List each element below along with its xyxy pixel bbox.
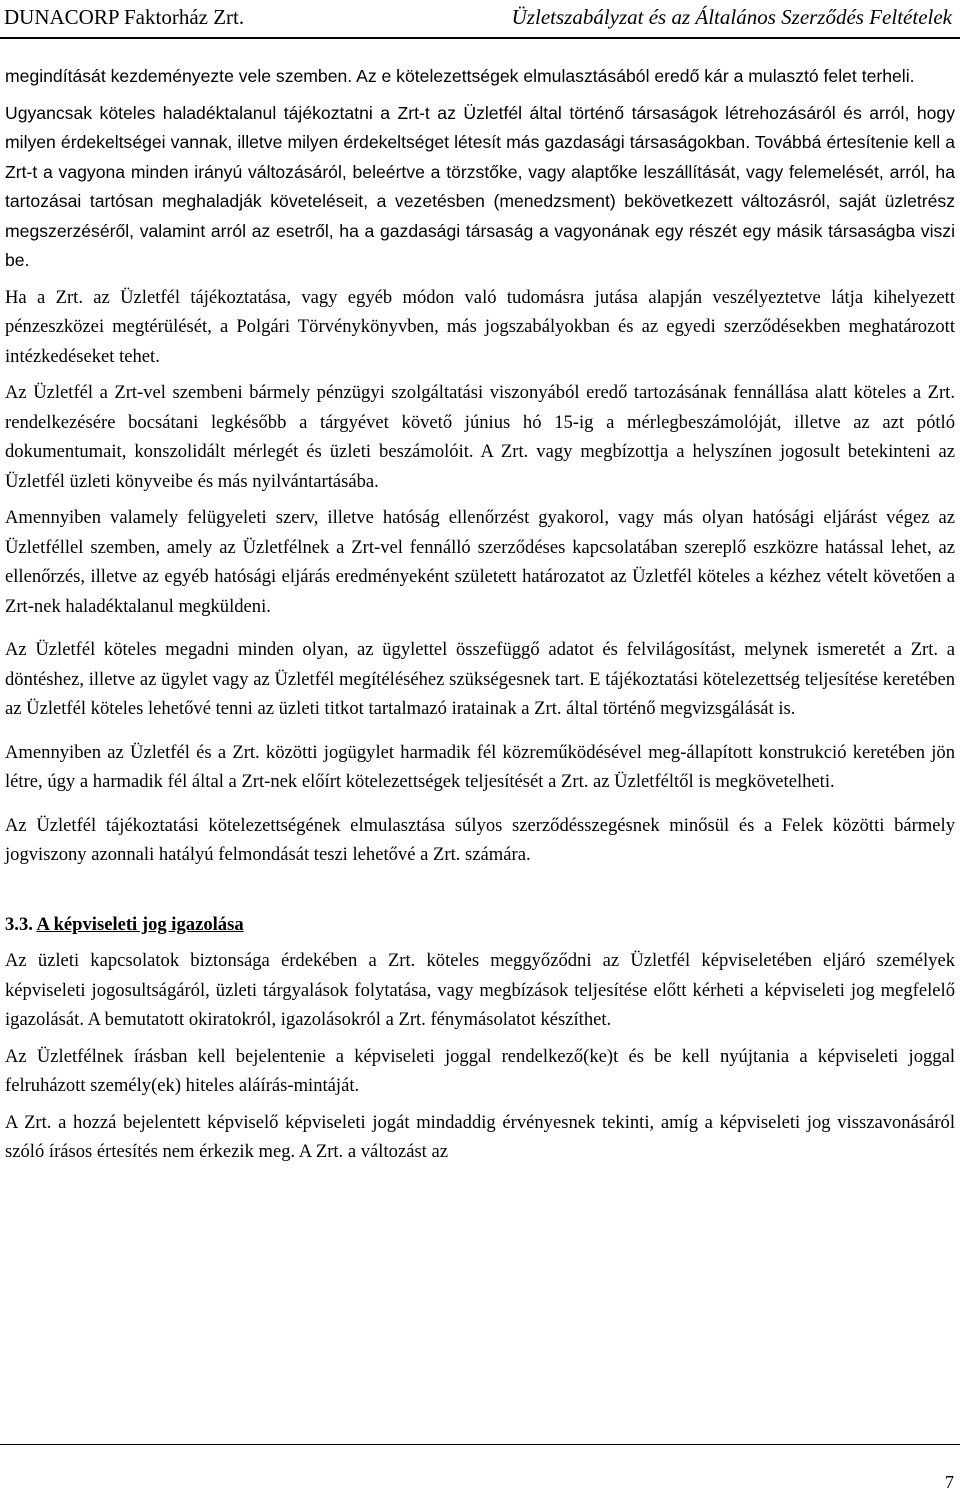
- paragraph-text: Továbbá értesítenie kell a Zrt-t a vagyona minden irányú változásáról, beleértve a törzstőke, vagy alaptőke leszállítását, vagy felemelését, arról, ha tartozásai tartósan meghaladják követeléseit, a vezetésben (menedzsment) bekövetkezett változásról, saját üzletrész megszerzéséről, valamint arról az esetről, ha a gazdasági társaság a vagyonának egy részét egy másik társaságba viszi be.: [5, 132, 955, 270]
- header-document-title: Üzletszabályzat és az Általános Szerződés Feltételek: [511, 5, 952, 29]
- paragraph: Amennyiben az Üzletfél és a Zrt. közötti jogügylet harmadik fél közreműködésével meg-állapított konstrukció keretében jön létre, úgy a harmadik fél által a Zrt-nek előírt kötelezettségek teljesítését a Zrt. az Üzletféltől is megkövetelheti.: [5, 741, 955, 792]
- paragraph: Az Üzletfél a Zrt-vel szembeni bármely pénzügyi szolgáltatási viszonyából eredő tartozásának fennállása alatt köteles a Zrt. rendelkezésére bocsátani legkésőbb a tárgyévet követő június hó 15-ig a mérlegbeszámolóját, illetve az azt pótló dokumentumait, konszolidált mérlegét és üzleti beszámolóit. A Zrt. vagy megbízottja a helyszínen jogosult betekinteni az Üzletfél üzleti könyveibe és más nyilvántartásába.: [5, 382, 955, 492]
- paragraph-text: Ugyancsak köteles haladéktalanul tájékoztatni a Zrt-t az Üzletfél által történő társaságok létrehozásáról és arról, hogy milyen érdekeltségei vannak, illetve milyen érdekeltséget létesít más gazdasági társaságokban.: [5, 102, 955, 152]
- footer-divider: [0, 1444, 960, 1445]
- document-body: [5, 62, 955, 1167]
- section-number: 3.3.: [5, 913, 33, 935]
- paragraph: Az Üzletfél köteles megadni minden olyan, az ügylettel összefüggő adatot és felvilágosítást, melynek ismeretét a Zrt. a döntéshez, illetve az ügylet vagy az Üzletfél megítéléséhez szükségesnek tart. E tájékoztatási kötelezettség teljesítése keretében az Üzletfél köteles lehetővé tenni az üzleti titkot tartalmazó iratainak a Zrt. által történő megvizsgálását is.: [5, 639, 955, 719]
- paragraph: Az üzleti kapcsolatok biztonsága érdekében a Zrt. köteles meggyőződni az Üzletfél képviseletében eljáró személyek képviseleti jogosultságáról, üzleti tárgyalások folytatása, vagy megbízások teljesítése előtt kérheti a képviseleti jog megfelelő igazolását. A bemutatott okiratokról, igazolásokról a Zrt. fénymásolatot készíthet.: [5, 950, 955, 1030]
- paragraph: Az Üzletfélnek írásban kell bejelentenie a képviseleti joggal rendelkező(ke)t és be kell nyújtania a képviseleti joggal felruházott személy(ek) hiteles aláírás-mintáját.: [5, 1045, 955, 1096]
- header-divider: [0, 37, 960, 39]
- paragraph: Ha a Zrt. az Üzletfél tájékoztatása, vagy egyéb módon való tudomásra jutása alapján veszélyeztetve látja kihelyezett pénzeszközei megtérülését, a Polgári Törvénykönyvben, más jogszabályokban és az egyedi szerződésekben meghatározott intézkedéseket tehet.: [5, 286, 955, 367]
- section-title: A képviseleti jog igazolása: [36, 913, 244, 935]
- header-company-name: DUNACORP Faktorház Zrt.: [4, 5, 245, 29]
- paragraph: Amennyiben valamely felügyeleti szerv, illetve hatóság ellenőrzést gyakorol, vagy más olyan hatósági eljárást végez az Üzletféllel szemben, amely az Üzletfélnek a Zrt-vel fennálló szerződéses kapcsolatában szereplő eszközre hatással lehet, az ellenőrzés, illetve az egyéb hatósági eljárás eredményeként született határozatot az Üzletfél köteles a kézhez vételt követően a Zrt-nek haladéktalanul megküldeni.: [5, 507, 955, 617]
- paragraph: [5, 99, 955, 276]
- paragraph: megindítását kezdeményezte vele szemben. Az e kötelezettségek elmulasztásából eredő kár a mulasztó felet terheli.: [5, 66, 915, 86]
- paragraph: A Zrt. a hozzá bejelentett képviselő képviseleti jogát mindaddig érvényesnek tekinti, amíg a képviseleti jog visszavonásáról szóló írásos értesítés nem érkezik meg. A Zrt. a változást az: [5, 1111, 955, 1162]
- paragraph: Az Üzletfél tájékoztatási kötelezettségének elmulasztása súlyos szerződésszegésnek minősül és a Felek közötti bármely jogviszony azonnali hatályú felmondását teszi lehetővé a Zrt. számára.: [5, 814, 955, 865]
- page-number: 7: [945, 1472, 954, 1492]
- section-heading: [5, 910, 955, 940]
- page-header: [0, 0, 960, 36]
